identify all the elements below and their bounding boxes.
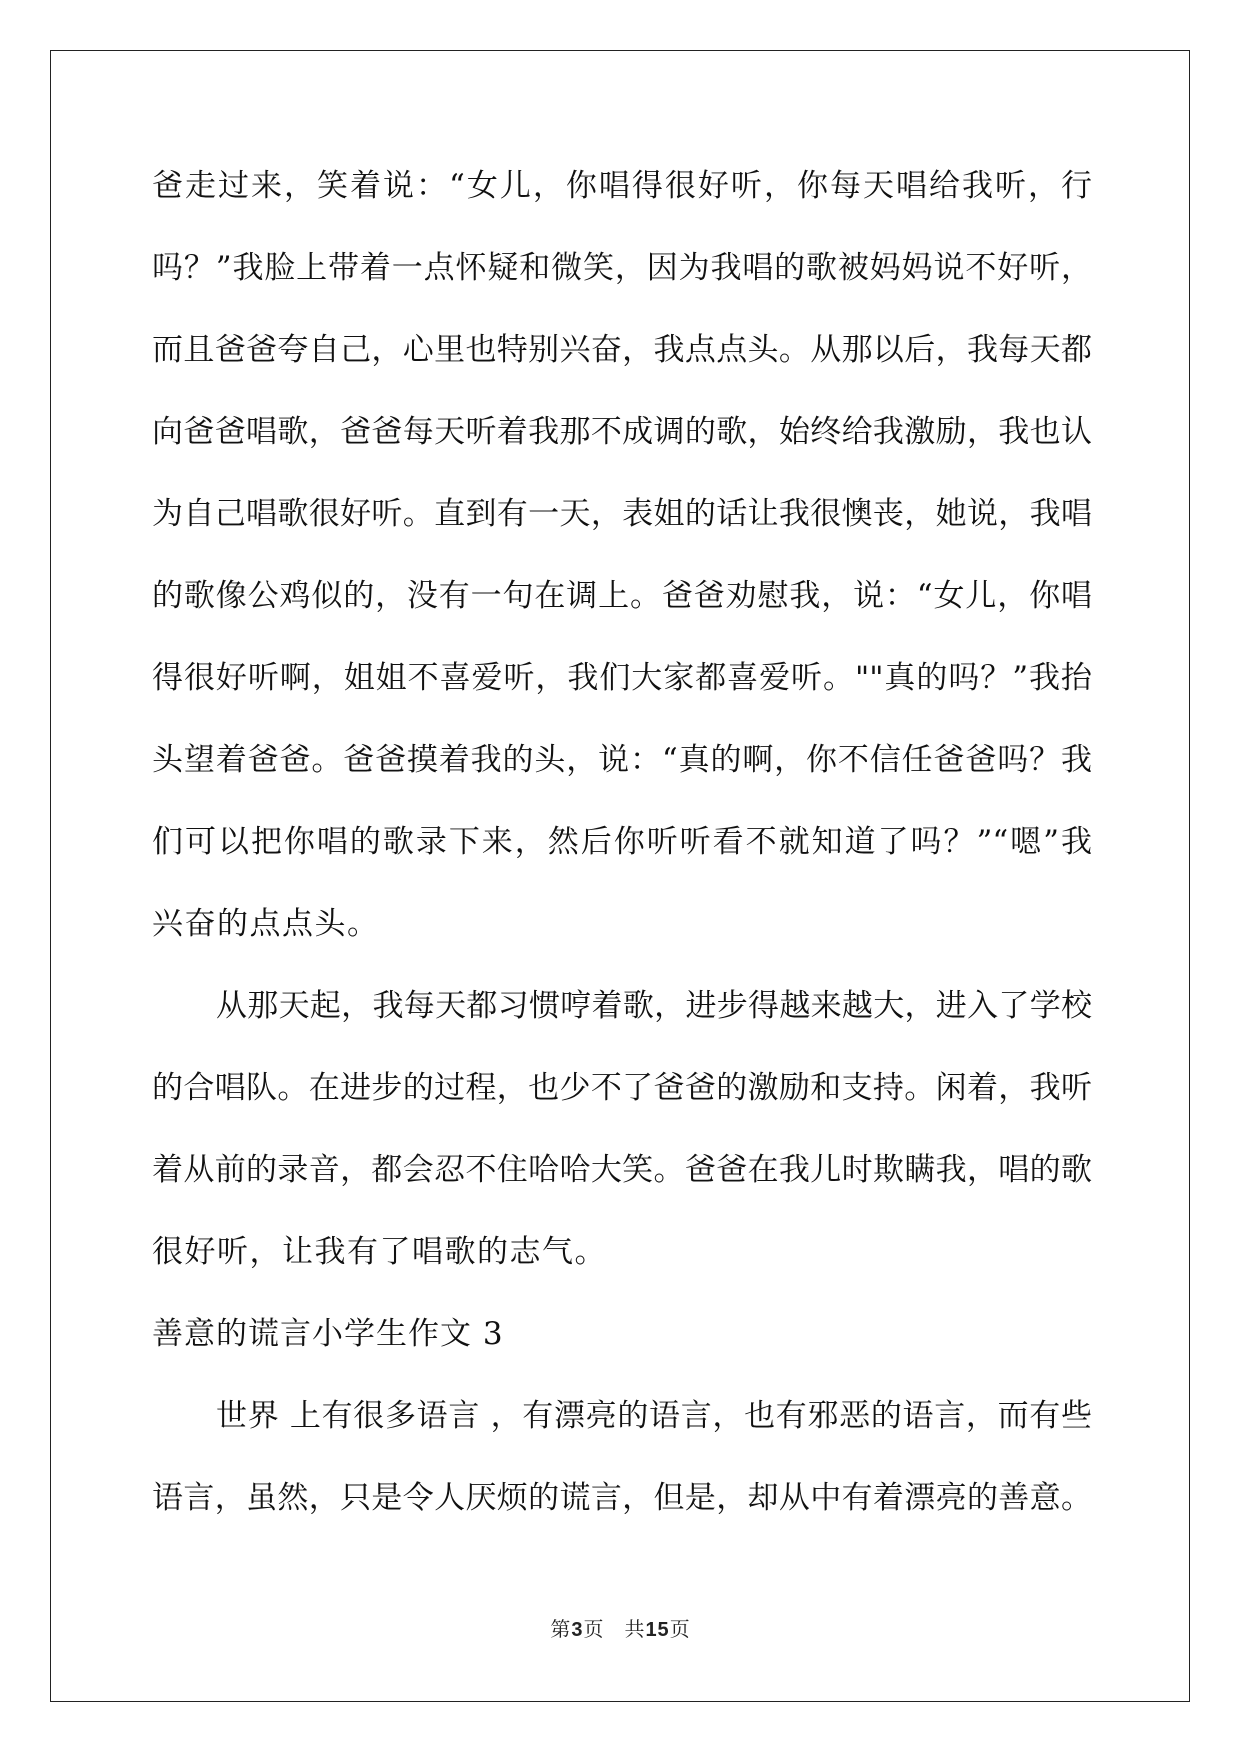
- text-line: 的歌像公鸡似的，没有一句在调上。爸爸劝慰我，说：“女儿，你唱: [152, 578, 1092, 614]
- paragraph-first-line: 世界 上有很多语言 ，有漂亮的语言，也有邪恶的语言，而有些: [216, 1398, 1092, 1434]
- total-pages-number: 15: [645, 1619, 670, 1641]
- text-line: 得很好听啊，姐姐不喜爱听，我们大家都喜爱听。""真的吗？”我抬: [152, 660, 1092, 696]
- footer-total-suffix: 页: [669, 1617, 691, 1641]
- text-line: 而且爸爸夸自己，心里也特别兴奋，我点点头。从那以后，我每天都: [152, 332, 1092, 368]
- text-line: 语言，虽然，只是令人厌烦的谎言，但是，却从中有着漂亮的善意。: [152, 1480, 1092, 1516]
- text-line: 为自己唱歌很好听。直到有一天，表姐的话让我很懊丧，她说，我唱: [152, 496, 1092, 532]
- text-line: 们可以把你唱的歌录下来，然后你听听看不就知道了吗？”“嗯”我: [152, 824, 1092, 860]
- text-line: 头望着爸爸。爸爸摸着我的头，说：“真的啊，你不信任爸爸吗？我: [152, 742, 1092, 778]
- text-line: 向爸爸唱歌，爸爸每天听着我那不成调的歌，始终给我激励，我也认: [152, 414, 1092, 450]
- page-footer: [0, 1613, 1241, 1642]
- document-body: [152, 160, 1092, 1554]
- footer-prefix: 第: [550, 1617, 572, 1641]
- current-page-number: 3: [571, 1619, 584, 1641]
- text-line: 爸走过来，笑着说：“女儿，你唱得很好听，你每天唱给我听，行: [152, 168, 1092, 204]
- text-line: 的合唱队。在进步的过程，也少不了爸爸的激励和支持。闲着，我听: [152, 1070, 1092, 1106]
- text-line: 着从前的录音，都会忍不住哈哈大笑。爸爸在我儿时欺瞒我，唱的歌: [152, 1152, 1092, 1188]
- paragraph-first-line: 从那天起，我每天都习惯哼着歌，进步得越来越大，进入了学校: [216, 988, 1092, 1024]
- footer-total-prefix: 共: [624, 1617, 646, 1641]
- text-line: 吗？”我脸上带着一点怀疑和微笑，因为我唱的歌被妈妈说不好听，: [152, 250, 1092, 286]
- section-heading: 善意的谎言小学生作文 3: [152, 1316, 504, 1352]
- footer-page-suffix: 页: [583, 1617, 605, 1641]
- text-line: 兴奋的点点头。: [152, 906, 380, 942]
- text-line: 很好听，让我有了唱歌的志气。: [152, 1234, 607, 1270]
